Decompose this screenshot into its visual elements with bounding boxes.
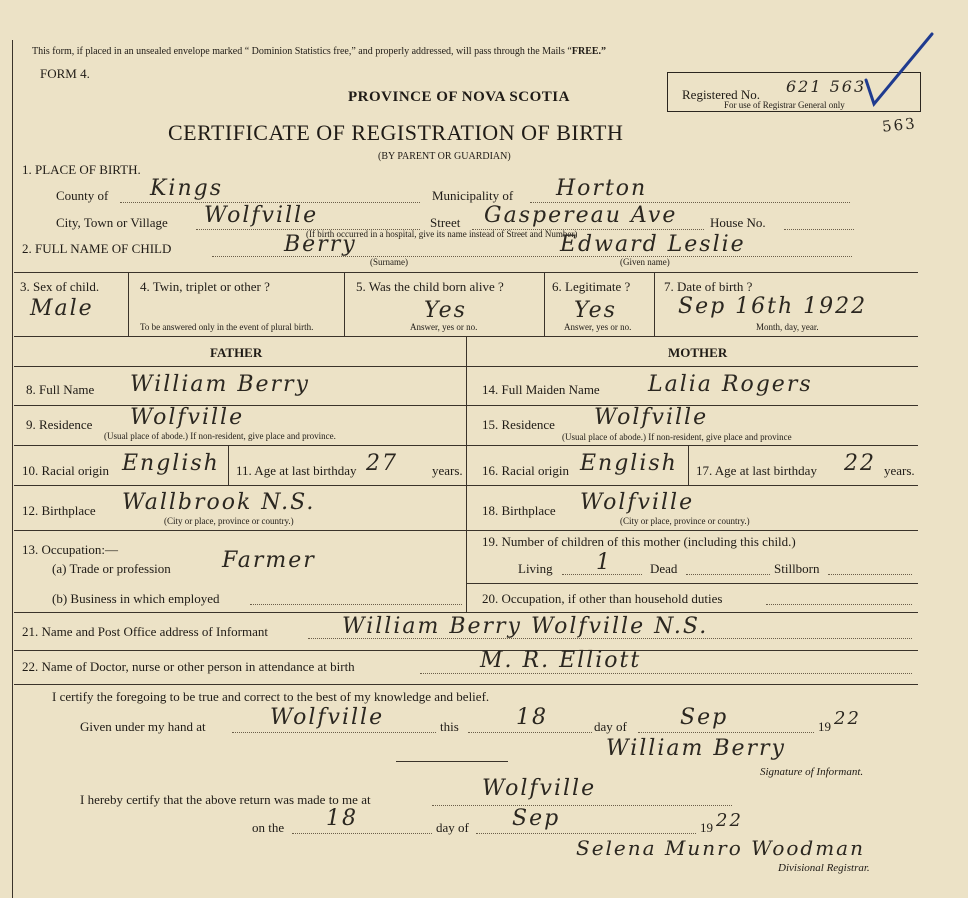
father-years-label: years. — [432, 463, 463, 478]
row-divider — [14, 445, 918, 446]
stamp-number: 563 — [881, 114, 918, 136]
row-divider — [14, 530, 918, 531]
row-divider — [14, 650, 918, 651]
surname-caption: (Surname) — [370, 257, 408, 267]
registrar-month: Sep — [512, 806, 561, 831]
father-residence-label: 9. Residence — [26, 417, 93, 432]
mother-name-label: 14. Full Maiden Name — [482, 382, 600, 397]
certify-statement: I certify the foregoing to be true and correct to the best of my knowledge and belief. — [52, 689, 490, 704]
stillborn-label: Stillborn — [774, 561, 820, 576]
row-divider — [14, 272, 918, 273]
city-label: City, Town or Village — [56, 215, 168, 230]
municipality-value: Horton — [556, 176, 648, 201]
house-number-line — [784, 229, 854, 230]
living-label: Living — [518, 561, 553, 576]
this-label: this — [440, 719, 459, 734]
row-divider — [466, 583, 918, 584]
father-birthplace-value: Wallbrook N.S. — [122, 490, 316, 515]
certify-day: 18 — [516, 705, 548, 730]
registrar-year-prefix: 19 — [700, 820, 713, 835]
registrar-signature-label: Divisional Registrar. — [778, 862, 870, 874]
registrar-statement: I hereby certify that the above return was made to me at — [80, 792, 371, 807]
cell-divider — [544, 272, 545, 336]
legitimate-value: Yes — [574, 298, 617, 323]
mother-heading: MOTHER — [668, 345, 728, 360]
row-divider — [14, 612, 918, 613]
cell-divider — [128, 272, 129, 336]
cell-divider — [688, 445, 689, 485]
mother-years-label: years. — [884, 463, 915, 478]
registrar-year: 22 — [716, 810, 743, 831]
place-of-birth-heading: 1. PLACE OF BIRTH. — [22, 162, 141, 177]
municipality-label: Municipality of — [432, 188, 514, 203]
occupation-label: 13. Occupation:— — [22, 542, 119, 557]
child-name-label: 2. FULL NAME OF CHILD — [22, 241, 172, 256]
born-alive-note: Answer, yes or no. — [410, 322, 478, 332]
row-divider — [14, 366, 918, 367]
form-number: FORM 4. — [40, 66, 90, 81]
doctor-label: 22. Name of Doctor, nurse or other person in attendance at birth — [22, 659, 355, 674]
informant-value: William Berry Wolfville N.S. — [342, 614, 709, 639]
county-value: Kings — [150, 176, 224, 201]
mail-notice: This form, if placed in an unsealed envelope marked “ Dominion Statistics free,” and properly addressed, will pass through the Mails “FREE.” — [32, 46, 607, 57]
certify-year: 22 — [834, 708, 861, 729]
row-divider — [14, 684, 918, 685]
legitimate-note: Answer, yes or no. — [564, 322, 632, 332]
city-value: Wolfville — [204, 203, 319, 228]
street-label: Street — [430, 215, 461, 230]
business-line — [250, 604, 462, 605]
sex-value: Male — [30, 296, 94, 321]
father-age-value: 27 — [366, 451, 398, 476]
children-count-label: 19. Number of children of this mother (including this child.) — [482, 534, 796, 549]
father-name-value: William Berry — [130, 372, 310, 397]
mother-birthplace-note: (City or place, province or country.) — [620, 516, 750, 526]
dob-note: Month, day, year. — [756, 322, 819, 332]
cell-divider — [344, 272, 345, 336]
day-of-label: day of — [594, 719, 627, 734]
twin-note: To be answered only in the event of plural birth. — [140, 322, 314, 332]
mother-residence-label: 15. Residence — [482, 417, 555, 432]
trade-label: (a) Trade or profession — [52, 561, 171, 576]
row-divider — [14, 485, 918, 486]
doctor-line — [420, 673, 912, 674]
mother-racial-value: English — [580, 451, 678, 476]
mother-occupation-label: 20. Occupation, if other than household duties — [482, 591, 723, 606]
father-name-label: 8. Full Name — [26, 382, 95, 397]
stillborn-line — [828, 574, 912, 575]
father-racial-label: 10. Racial origin — [22, 463, 110, 478]
signature-dash — [396, 761, 508, 762]
given-under-label: Given under my hand at — [80, 719, 206, 734]
registrar-day: 18 — [326, 806, 358, 831]
legitimate-label: 6. Legitimate ? — [552, 279, 631, 294]
born-alive-value: Yes — [424, 298, 467, 323]
father-racial-value: English — [122, 451, 220, 476]
child-given-name: Edward Leslie — [560, 232, 746, 257]
doctor-value: M. R. Elliott — [480, 648, 642, 673]
given-name-caption: (Given name) — [620, 257, 670, 267]
street-value: Gaspereau Ave — [484, 203, 678, 228]
father-birthplace-label: 12. Birthplace — [22, 503, 96, 518]
mother-birthplace-label: 18. Birthplace — [482, 503, 556, 518]
given-place-line — [232, 732, 436, 733]
mother-name-value: Lalia Rogers — [648, 372, 813, 397]
father-age-label: 11. Age at last birthday — [236, 463, 357, 478]
father-heading: FATHER — [210, 345, 263, 360]
page-subtitle: (BY PARENT OR GUARDIAN) — [378, 151, 511, 162]
living-value: 1 — [596, 550, 612, 575]
registration-number: 621 563 — [786, 77, 867, 96]
column-divider — [466, 336, 467, 612]
page-title: CERTIFICATE OF REGISTRATION OF BIRTH — [168, 120, 624, 145]
on-the-label: on the — [252, 820, 285, 835]
cell-divider — [228, 445, 229, 485]
mother-age-label: 17. Age at last birthday — [696, 463, 817, 478]
father-residence-note: (Usual place of abode.) If non-resident, give place and province. — [104, 431, 336, 441]
dob-value: Sep 16th 1922 — [678, 294, 868, 319]
registrar-day-of-label: day of — [436, 820, 469, 835]
certify-month: Sep — [680, 705, 729, 730]
registrar-place-line — [432, 805, 732, 806]
child-surname: Berry — [284, 232, 357, 257]
mother-residence-note: (Usual place of abode.) If non-resident, give place and province — [562, 432, 792, 442]
mother-birthplace-value: Wolfville — [580, 490, 695, 515]
informant-signature-label: Signature of Informant. — [760, 766, 864, 778]
day-line — [468, 732, 592, 733]
mother-occupation-line — [766, 604, 912, 605]
mother-age-value: 22 — [844, 451, 876, 476]
cell-divider — [654, 272, 655, 336]
hospital-note: (If birth occurred in a hospital, give its name instead of Street and Number) — [306, 229, 578, 239]
dob-label: 7. Date of birth ? — [664, 279, 753, 294]
province-heading: PROVINCE OF NOVA SCOTIA — [348, 89, 570, 105]
registrar-day-line — [292, 833, 432, 834]
registrar-place-value: Wolfville — [482, 776, 597, 801]
given-place-value: Wolfville — [270, 705, 385, 730]
registrar-month-line — [476, 833, 696, 834]
month-line — [638, 732, 814, 733]
business-label: (b) Business in which employed — [52, 591, 220, 606]
year-prefix: 19 — [818, 719, 831, 734]
sex-label: 3. Sex of child. — [20, 279, 100, 294]
registered-label: Registered No. — [682, 87, 760, 102]
father-birthplace-note: (City or place, province or country.) — [164, 516, 294, 526]
dead-line — [686, 574, 770, 575]
county-label: County of — [56, 188, 109, 203]
father-residence-value: Wolfville — [130, 405, 245, 430]
twin-label: 4. Twin, triplet or other ? — [140, 279, 270, 294]
house-number-label: House No. — [710, 215, 766, 230]
born-alive-label: 5. Was the child born alive ? — [356, 279, 504, 294]
dead-label: Dead — [650, 561, 678, 576]
registrar-signature: Selena Munro Woodman — [576, 836, 865, 860]
trade-value: Farmer — [222, 548, 316, 573]
mother-residence-value: Wolfville — [594, 405, 709, 430]
informant-label: 21. Name and Post Office address of Informant — [22, 624, 268, 639]
left-border — [12, 40, 13, 898]
mother-racial-label: 16. Racial origin — [482, 463, 570, 478]
informant-signature: William Berry — [606, 736, 786, 761]
registrar-general-note: For use of Registrar General only — [724, 100, 845, 110]
check-mark-icon — [860, 28, 940, 108]
